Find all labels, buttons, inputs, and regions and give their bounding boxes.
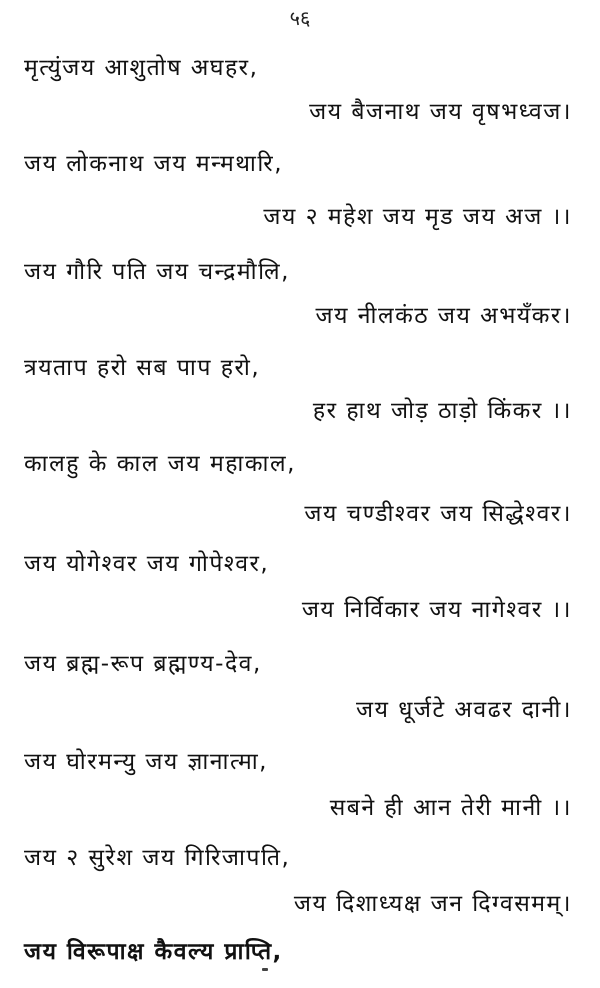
verse-line: जय योगेश्वर जय गोपेश्वर, [24, 551, 270, 577]
verse-line: जय नीलकंठ जय अभयँकर। [315, 303, 572, 329]
verse-line: सबने ही आन तेरी मानी ।। [329, 795, 572, 821]
verse-line: जय निर्विकार जय नागेश्वर ।। [301, 597, 572, 623]
verse-line: जय चण्डीश्वर जय सिद्धेश्वर। [304, 501, 572, 527]
verse-line: जय २ सुरेश जय गिरिजापति, [24, 845, 291, 871]
ink-mark [262, 968, 268, 971]
verse-line: त्रयताप हरो सब पाप हरो, [24, 355, 261, 381]
verse-line: जय बैजनाथ जय वृषभध्वज। [309, 99, 572, 125]
verse-line: जय लोकनाथ जय मन्मथारि, [24, 151, 284, 177]
verse-line: जय २ महेश जय मृड जय अज ।। [263, 204, 572, 230]
page-number: ५६ [289, 6, 311, 30]
verse-line: जय ब्रह्म-रूप ब्रह्मण्य-देव, [24, 651, 262, 677]
verse-line: कालहु के काल जय महाकाल, [24, 451, 296, 477]
verse-line: हर हाथ जोड़ ठाड़ो किंकर ।। [312, 398, 572, 424]
verse-line: जय धूर्जटे अवढर दानी। [356, 697, 572, 723]
verse-line: मृत्युंजय आशुतोष अघहर, [24, 55, 259, 81]
verse-line: जय घोरमन्यु जय ज्ञानात्मा, [24, 749, 268, 775]
verse-line: जय गौरि पति जय चन्द्रमौलि, [24, 259, 290, 285]
verse-line: जय विरूपाक्ष कैवल्य प्राप्ति, [24, 939, 283, 965]
verse-line: जय दिशाध्यक्ष जन दिग्वसमम्। [293, 891, 572, 917]
